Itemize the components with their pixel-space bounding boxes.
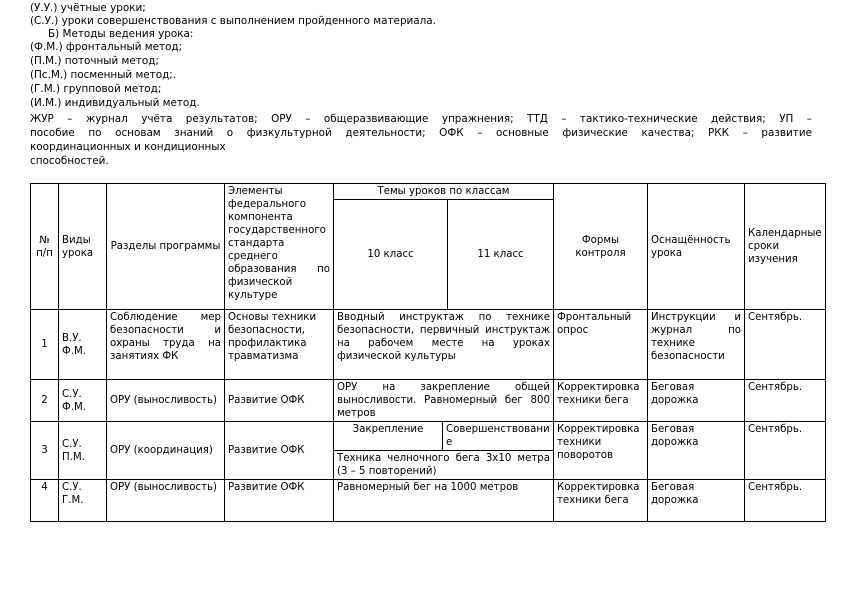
topic-text: Техника челночного бега 3х10 метра (3 – 5 повторений) — [337, 453, 550, 477]
legend-line: пособие по основам знаний о физкультурной деятельности; ОФК – основные физические качества; РКК – развитие — [30, 127, 812, 139]
cell-element: Развитие ОФК — [225, 480, 334, 522]
cell-num: 1 — [31, 310, 59, 380]
legend-line: способностей. — [30, 155, 109, 167]
header-grade-10: 10 класс — [334, 200, 448, 310]
cell-date: Сентябрь. — [745, 480, 826, 522]
cell-equipment: Беговая дорожка — [648, 422, 745, 480]
topic-sub-consolidation: Закрепление — [334, 422, 443, 451]
header-control: Формы контроля — [554, 184, 648, 310]
header-num: № п/п — [31, 184, 59, 310]
cell-num: 4 — [31, 480, 59, 522]
legend-line: ЖУР – журнал учёта результатов; ОРУ – общеразвивающие упражнения; ТТД – тактико-технические действия; УП – — [30, 113, 812, 125]
cell-topic: ОРУ на закрепление общей выносливости. Равномерный бег 800 метров — [334, 380, 554, 422]
table-row — [31, 380, 826, 422]
cell-element: Основы техники безопасности, профилактика травматизма — [225, 310, 334, 380]
table-row — [31, 422, 826, 480]
cell-date: Сентябрь. — [745, 380, 826, 422]
table-row — [31, 310, 826, 380]
header-element: Элементы федерального компонента государственного стандарта среднего образования по физической культуре — [225, 184, 334, 310]
intro-line-1: (У.У.) учётные уроки; — [30, 2, 146, 14]
cell-topic — [334, 422, 554, 480]
cell-equipment: Беговая дорожка — [648, 480, 745, 522]
cell-control: Корректировка техники бега — [554, 480, 648, 522]
header-type: Виды урока — [59, 184, 107, 310]
cell-control: Корректировка техники поворотов — [554, 422, 648, 480]
cell-topic: Вводный инструктаж по технике безопасности, первичный инструктаж на рабочем месте на уроках физической культуры — [334, 310, 554, 380]
header-topics: Темы уроков по классам — [334, 184, 554, 200]
cell-equipment: Беговая дорожка — [648, 380, 745, 422]
cell-section: ОРУ (координация) — [107, 422, 225, 480]
cell-section: ОРУ (выносливость) — [107, 480, 225, 522]
cell-date: Сентябрь. — [745, 310, 826, 380]
legend-line: координационных и кондиционных — [30, 141, 226, 153]
table-header-row — [31, 184, 826, 200]
lesson-plan-table — [30, 183, 826, 522]
cell-type: В.У. Ф.М. — [59, 310, 107, 380]
cell-num: 2 — [31, 380, 59, 422]
topic-sub-improvement: Совершенствование — [443, 422, 554, 451]
cell-element: Развитие ОФК — [225, 380, 334, 422]
cell-type: С.У. Ф.М. — [59, 380, 107, 422]
intro-line-5: (П.М.) поточный метод; — [30, 55, 159, 67]
header-dates: Календарные сроки изучения — [745, 184, 826, 310]
cell-type: С.У. П.М. — [59, 422, 107, 480]
cell-topic: Равномерный бег на 1000 метров — [334, 480, 554, 522]
cell-type: С.У. Г.М. — [59, 480, 107, 522]
intro-line-6: (Пс.М.) посменный метод;. — [30, 69, 177, 81]
intro-line-4: (Ф.М.) фронтальный метод; — [30, 41, 183, 53]
intro-line-2: (С.У.) уроки совершенствования с выполнением пройденного материала. — [30, 15, 436, 27]
intro-line-7: (Г.М.) групповой метод; — [30, 83, 162, 95]
table-row — [31, 480, 826, 522]
header-section: Разделы программы — [107, 184, 225, 310]
cell-section: Соблюдение мер безопасности и охраны труда на занятиях ФК — [107, 310, 225, 380]
abbreviation-legend — [30, 112, 812, 168]
cell-equipment: Инструкции и журнал по технике безопасности — [648, 310, 745, 380]
cell-control: Фронтальный опрос — [554, 310, 648, 380]
cell-section: ОРУ (выносливость) — [107, 380, 225, 422]
cell-element: Развитие ОФК — [225, 422, 334, 480]
intro-line-8: (И.М.) индивидуальный метод. — [30, 97, 200, 109]
cell-num: 3 — [31, 422, 59, 480]
cell-date: Сентябрь. — [745, 422, 826, 480]
header-grade-11: 11 класс — [448, 200, 554, 310]
topic-subtable — [334, 422, 553, 479]
header-equipment: Оснащённость урока — [648, 184, 745, 310]
methods-heading: Б) Методы ведения урока: — [48, 28, 194, 40]
cell-control: Корректировка техники бега — [554, 380, 648, 422]
